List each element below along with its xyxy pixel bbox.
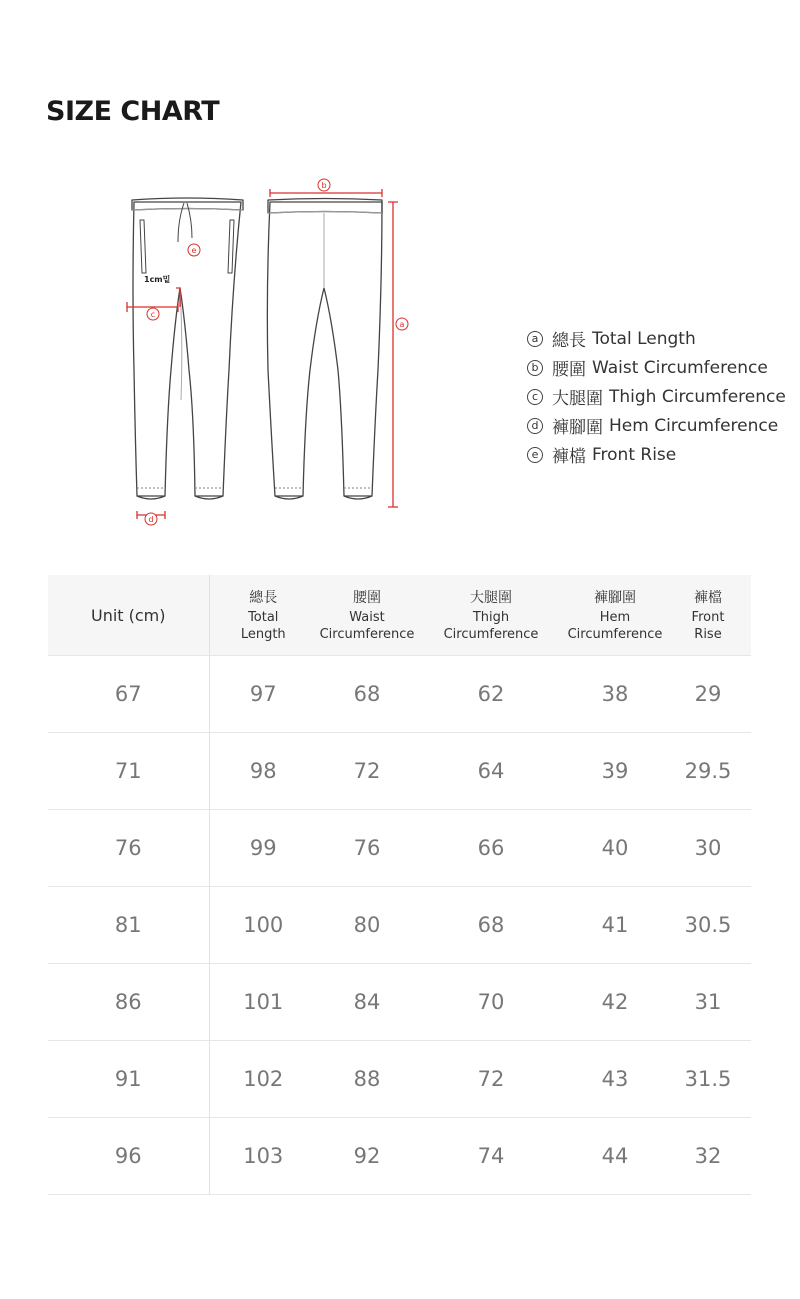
legend-item	[527, 411, 786, 440]
front-pants-outline	[132, 198, 243, 499]
legend-item	[527, 440, 786, 469]
cell-front-rise: 31.5	[665, 1041, 751, 1118]
legend-item	[527, 324, 786, 353]
cell-waist: 76	[317, 810, 417, 887]
legend-en: Total Length	[592, 328, 696, 349]
cell-hem: 44	[565, 1118, 665, 1195]
cell-size: 76	[48, 810, 209, 887]
table-row	[48, 810, 751, 887]
cell-waist: 72	[317, 733, 417, 810]
column-header-front-rise: 褲檔 Front Rise	[691, 590, 725, 642]
cell-hem: 41	[565, 887, 665, 964]
cell-total-length: 102	[209, 1041, 317, 1118]
column-header-hem: 褲腳圍 Hem Circumference	[567, 590, 663, 642]
table-row	[48, 887, 751, 964]
length-measure-line	[388, 202, 398, 507]
page-title: SIZE CHART	[46, 96, 220, 127]
cell-size: 81	[48, 887, 209, 964]
cell-thigh: 64	[417, 733, 565, 810]
cell-thigh: 66	[417, 810, 565, 887]
cell-size: 91	[48, 1041, 209, 1118]
marker-d: d	[148, 515, 154, 524]
cell-total-length: 103	[209, 1118, 317, 1195]
cell-total-length: 101	[209, 964, 317, 1041]
measurement-legend	[527, 324, 786, 469]
pants-diagram	[120, 170, 420, 530]
legend-item	[527, 382, 786, 411]
legend-en: Thigh Circumference	[609, 386, 786, 407]
table-row	[48, 964, 751, 1041]
cell-front-rise: 32	[665, 1118, 751, 1195]
measure-note: 1cm밑	[144, 275, 171, 284]
cell-total-length: 99	[209, 810, 317, 887]
cell-waist: 88	[317, 1041, 417, 1118]
cell-size: 86	[48, 964, 209, 1041]
cell-hem: 42	[565, 964, 665, 1041]
legend-zh: 褲檔	[552, 447, 586, 467]
unit-header: Unit (cm)	[48, 575, 209, 656]
legend-item	[527, 353, 786, 382]
cell-total-length: 97	[209, 656, 317, 733]
cell-size: 96	[48, 1118, 209, 1195]
legend-en: Front Rise	[592, 444, 677, 465]
cell-size: 71	[48, 733, 209, 810]
marker-e-icon: e	[527, 447, 543, 463]
cell-hem: 39	[565, 733, 665, 810]
column-header-total-length: 總長 Total Length	[240, 590, 286, 642]
cell-waist: 92	[317, 1118, 417, 1195]
cell-waist: 68	[317, 656, 417, 733]
legend-en: Hem Circumference	[609, 415, 779, 436]
cell-hem: 43	[565, 1041, 665, 1118]
back-pants-outline	[267, 199, 382, 500]
column-header-waist: 腰圍 Waist Circumference	[319, 590, 415, 642]
cell-front-rise: 31	[665, 964, 751, 1041]
cell-waist: 80	[317, 887, 417, 964]
cell-total-length: 98	[209, 733, 317, 810]
table-row	[48, 656, 751, 733]
marker-a: a	[399, 320, 405, 329]
cell-front-rise: 29	[665, 656, 751, 733]
cell-waist: 84	[317, 964, 417, 1041]
cell-thigh: 72	[417, 1041, 565, 1118]
marker-e: e	[191, 246, 197, 255]
marker-b: b	[321, 181, 327, 190]
legend-zh: 褲腳圍	[552, 418, 603, 438]
cell-hem: 38	[565, 656, 665, 733]
legend-zh: 大腿圍	[552, 389, 603, 409]
table-row	[48, 1041, 751, 1118]
cell-total-length: 100	[209, 887, 317, 964]
cell-front-rise: 30.5	[665, 887, 751, 964]
marker-a-icon: a	[527, 331, 543, 347]
cell-size: 67	[48, 656, 209, 733]
column-header-thigh: 大腿圍 Thigh Circumference	[443, 590, 539, 642]
marker-b-icon: b	[527, 360, 543, 376]
legend-en: Waist Circumference	[592, 357, 768, 378]
legend-zh: 總長	[552, 331, 586, 351]
cell-front-rise: 30	[665, 810, 751, 887]
marker-d-icon: d	[527, 418, 543, 434]
table-row	[48, 1118, 751, 1195]
marker-c: c	[150, 310, 156, 319]
size-table	[48, 575, 751, 1195]
cell-hem: 40	[565, 810, 665, 887]
cell-thigh: 68	[417, 887, 565, 964]
table-header-row	[48, 575, 751, 656]
cell-thigh: 74	[417, 1118, 565, 1195]
cell-thigh: 70	[417, 964, 565, 1041]
cell-thigh: 62	[417, 656, 565, 733]
cell-front-rise: 29.5	[665, 733, 751, 810]
table-row	[48, 733, 751, 810]
legend-zh: 腰圍	[552, 360, 586, 380]
marker-c-icon: c	[527, 389, 543, 405]
